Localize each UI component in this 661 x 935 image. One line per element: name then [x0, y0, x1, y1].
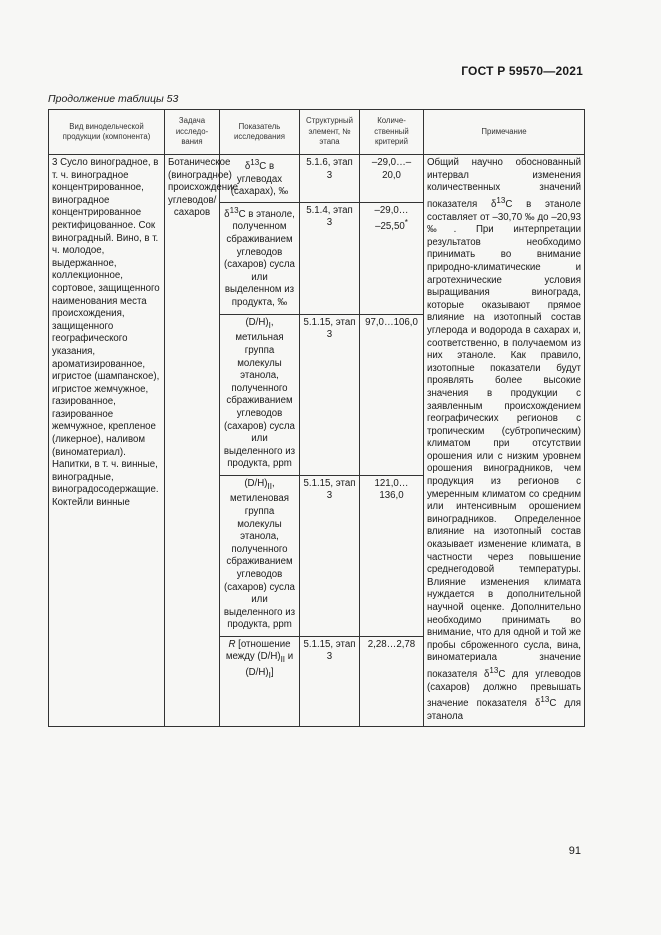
structural-element-cell: 5.1.15, этап 3 — [300, 636, 360, 726]
criterion-cell: 121,0…136,0 — [360, 475, 424, 636]
header-indicator: Показатель исследования — [220, 110, 300, 155]
product-type-cell: 3 Сусло виноградное, в т. ч. виноградное концентрированное, виноградное концентрированное ректифицованное. Сок виноградный. Вино, в т. ч. молодое, выдержанное, коллекционное, сортовое, защищенного наименования места происхождения, защищенного географического указания, ароматизированное, игристое (шампанское), игристое жемчужное, газированное, газированное жемчужное, крепленое (ликерное), наливом (виноматериал). Напитки, в т. ч. винные, виноградные, виноградосодержащие. Коктейли винные — [49, 155, 165, 727]
task-cell: Ботаническое (виноградное) происхождение углеводов/сахаров — [165, 155, 220, 727]
structural-element-cell: 5.1.15, этап 3 — [300, 475, 360, 636]
header-product-type: Вид винодельческой продукции (компонента) — [49, 110, 165, 155]
header-structural-element: Структурный элемент, № этапа — [300, 110, 360, 155]
isotope-indicators-table — [48, 109, 585, 727]
table-header-row — [49, 110, 585, 155]
page-number: 91 — [568, 845, 581, 857]
structural-element-cell: 5.1.15, этап 3 — [300, 314, 360, 475]
indicator-cell: $\delta^{13}C$ в этаноле, полученном сбраживанием углеводов (сахаров) сусла или выделенном из продукта, ‰ — [220, 202, 300, 314]
header-criterion: Количе- ственный критерий — [360, 110, 424, 155]
indicator-cell: $\delta^{13}C$ в углеводах (сахарах), ‰ — [220, 155, 300, 203]
table-row — [49, 155, 585, 203]
indicator-cell: $(D/H)_{II}$, метиленовая группа молекулы этанола, полученного сбраживанием углеводов (сахаров) сусла или выделенного из продукта, ppm — [220, 475, 300, 636]
criterion-cell: –29,0…–20,0 — [360, 155, 424, 203]
note-cell: Общий научно обоснованный интервал изменения количественных значений показателя $\delta^{13}C$ в этаноле составляет от –30,70 ‰ до –20,93 ‰. При интерпретации результатов необходимо принимать во внимание природно-климатические и агротехнические условия выращивания винограда, которые оказывают прямое влияние на изотопный состав углерода и водорода в сахарах и, соответственно, в получаемом из них этаноле. Как правило, изотопные показатели будут проявлять более высокие значения в продукции с заявленным происхождением географических регионов с тропическим (субтропическим) климатом при отсутствии орошения или с низким уровнем орошения виноградников, чем продукция из регионов с умеренным климатом со средним или интенсивным орошением виноградников. Определенное влияние на изотопный состав оказывает изменение климата, в частности через повышение среднегодовой температуры. Влияние изменения климата нуждается в дополнительной научной оценке. Дополнительно необходимо принимать во внимание, что для одной и той же пробы сброженного сусла, вина, виноматериала значение показателя $\delta^{13}C$ для углеводов (сахаров) должно превышать значение показателя $\delta^{13}C$ для этанола — [424, 155, 585, 727]
criterion-cell: 97,0…106,0 — [360, 314, 424, 475]
header-note: Примечание — [424, 110, 585, 155]
criterion-cell: –29,0… –25,50* — [360, 202, 424, 314]
table-caption: Продолжение таблицы 53 — [48, 93, 179, 105]
document-standard-header: ГОСТ Р 59570—2021 — [461, 64, 583, 78]
header-task: Задача исследо- вания — [165, 110, 220, 155]
indicator-cell: $(D/H)_I$, метильная группа молекулы этанола, полученного сбраживанием углеводов (сахаров) сусла или выделенного из продукта, ppm — [220, 314, 300, 475]
criterion-cell: 2,28…2,78 — [360, 636, 424, 726]
structural-element-cell: 5.1.4, этап 3 — [300, 202, 360, 314]
indicator-cell: R [отношение между $(D/H)_{II}$ и $(D/H)_I$] — [220, 636, 300, 726]
structural-element-cell: 5.1.6, этап 3 — [300, 155, 360, 203]
